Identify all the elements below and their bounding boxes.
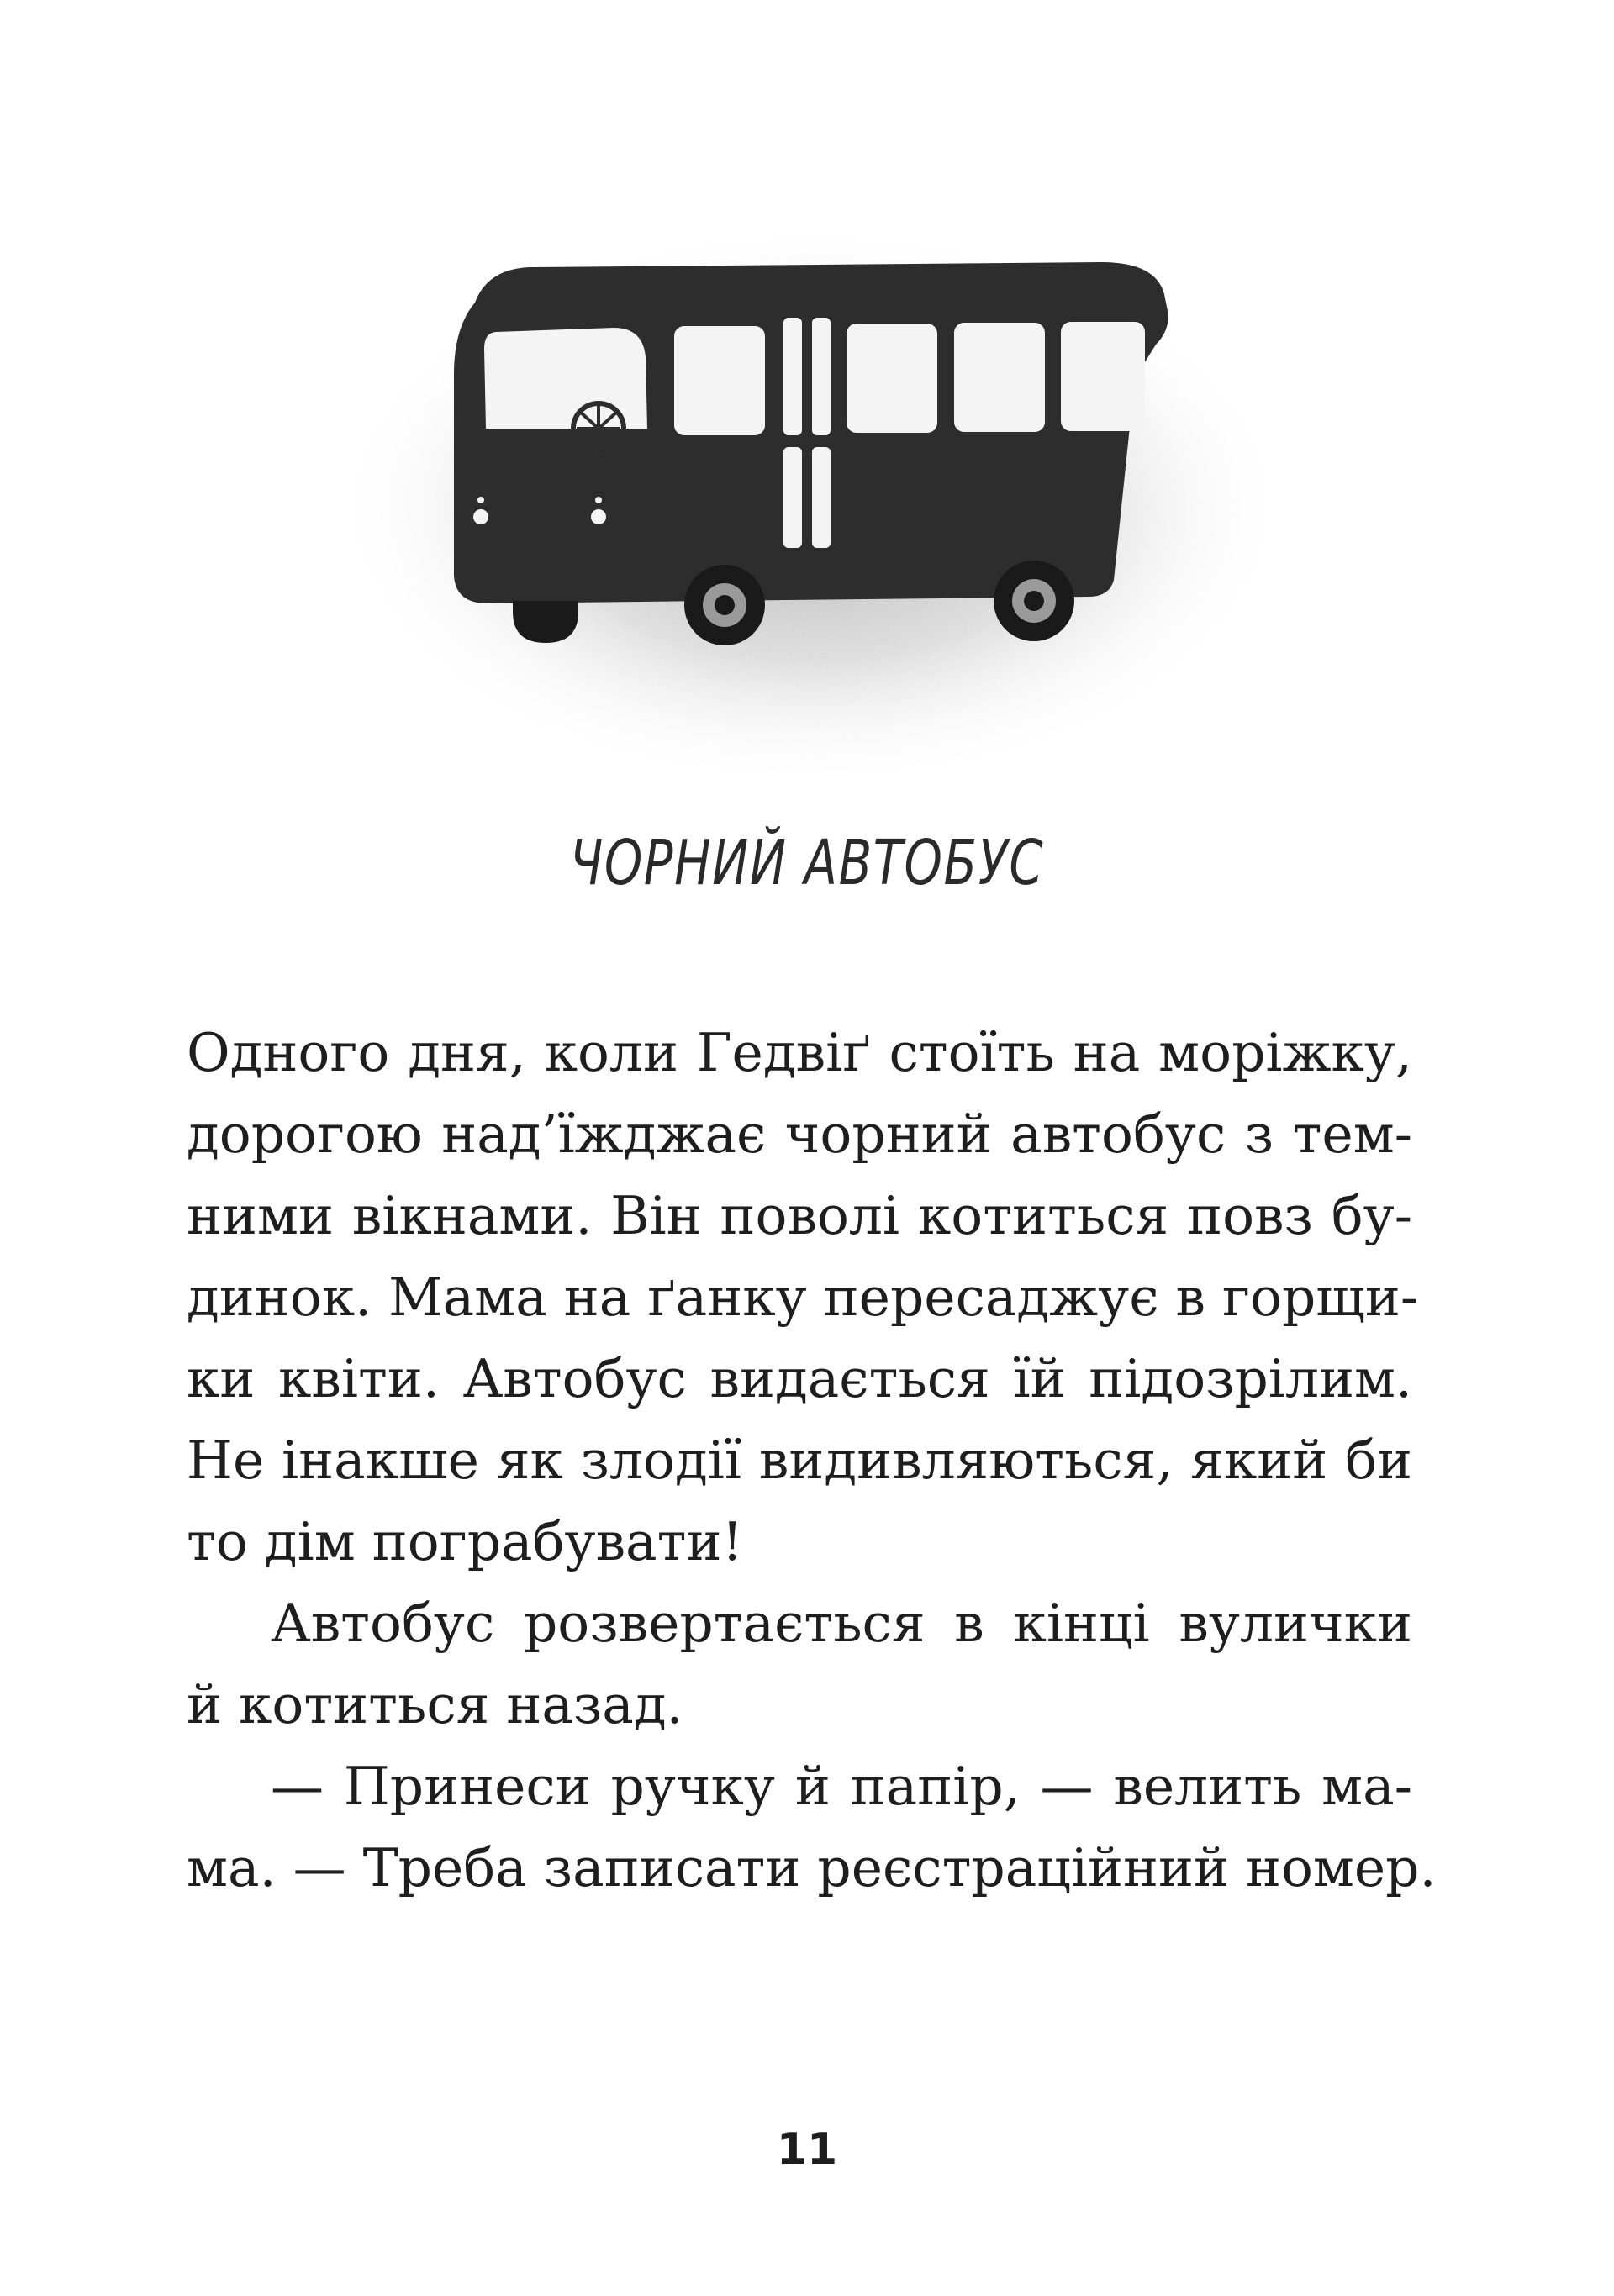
- bus-icon: [328, 185, 1295, 807]
- bus-illustration: [328, 185, 1295, 807]
- text-line: Не інакше як злодії видивляються, який би: [187, 1430, 1412, 1491]
- text-line: й котиться назад.: [187, 1674, 683, 1735]
- text-line: Автобус розвертається в кінці вулички: [271, 1593, 1412, 1654]
- text-line: — Принеси ручку й папір, — велить ма-: [271, 1756, 1412, 1817]
- chapter-title: ЧОРНИЙ АВТОБУС: [569, 827, 1045, 899]
- text-line: то дім пограбувати!: [187, 1511, 743, 1572]
- text-line: дорогою над’їжджає чорний автобус з тем-: [187, 1103, 1412, 1165]
- text-line: ма. — Треба записати реєстраційний номер.: [187, 1837, 1437, 1898]
- body-text: [187, 1012, 1437, 1909]
- text-line: ними вікнами. Він поволі котиться повз бу-: [187, 1185, 1412, 1246]
- text-line: динок. Мама на ґанку пересаджує в горщи-: [187, 1266, 1419, 1328]
- text-line: ки квіти. Автобус видається їй підозрілим.: [187, 1348, 1412, 1409]
- text-line: Одного дня, коли Гедвіґ стоїть на моріжку,: [187, 1022, 1412, 1083]
- page-number: 11: [776, 2125, 838, 2175]
